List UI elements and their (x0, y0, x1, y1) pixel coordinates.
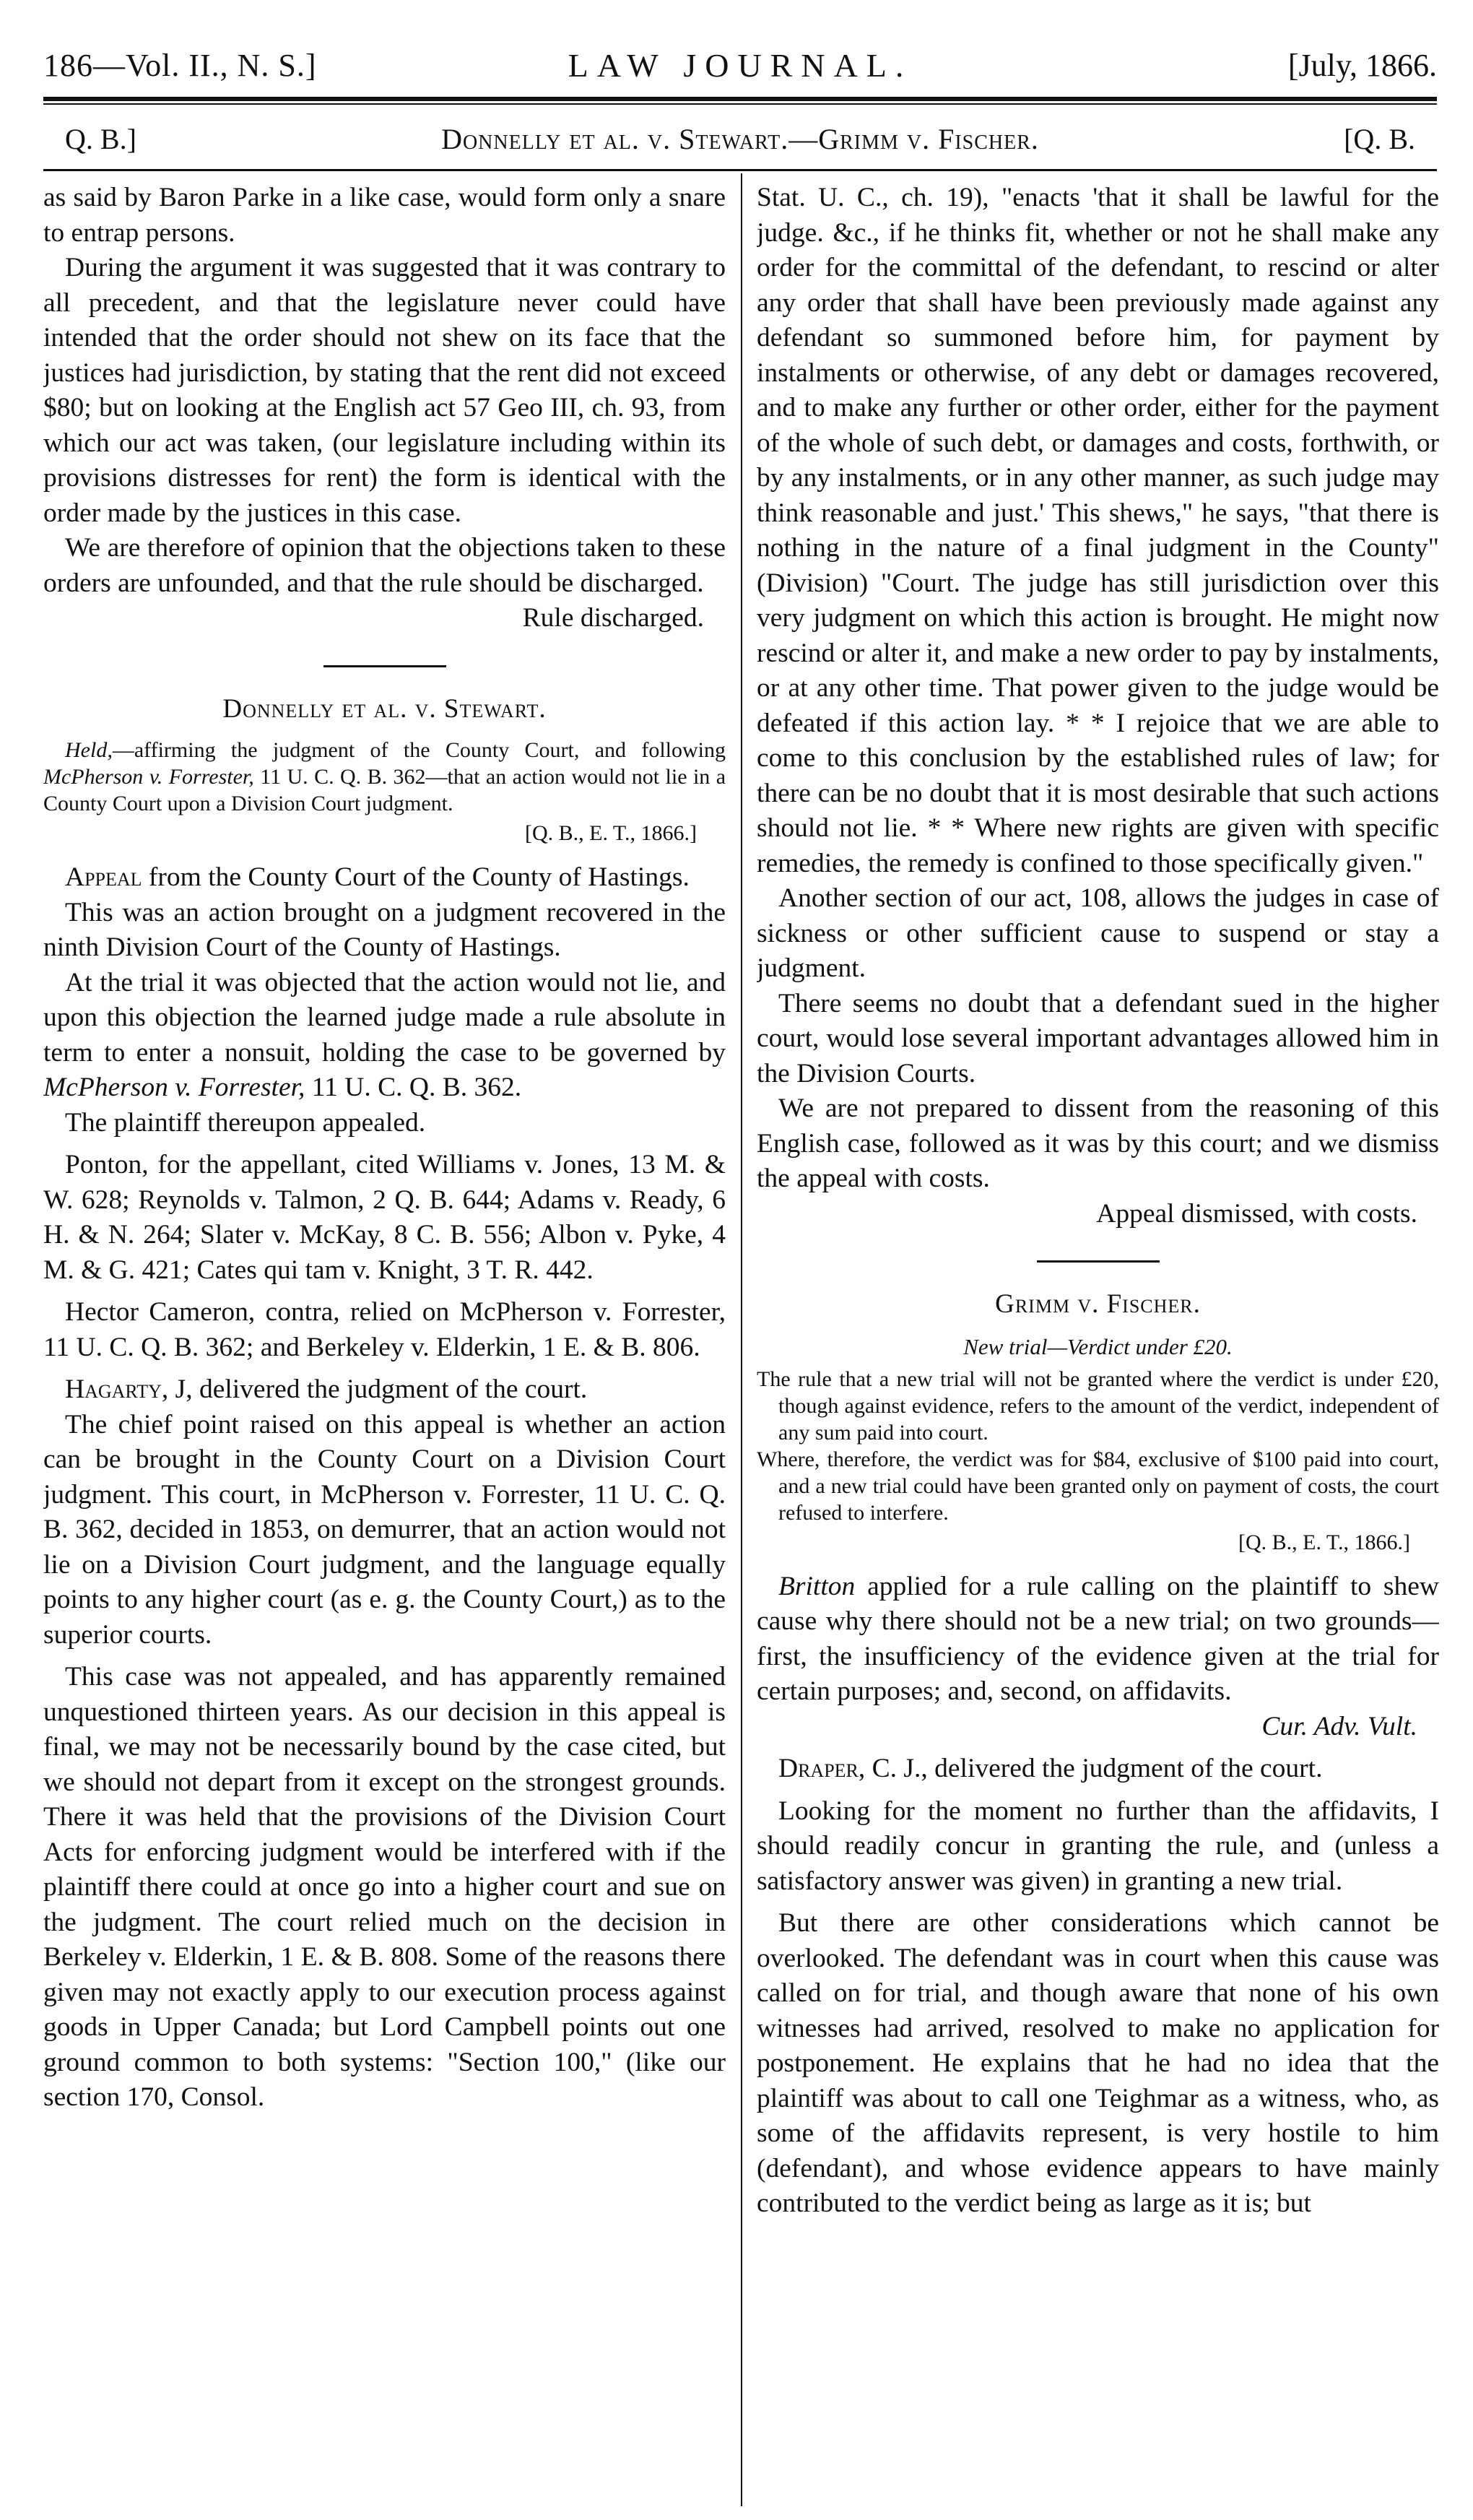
header-rule-thick (43, 97, 1437, 101)
paragraph-counsel-citations: Ponton, for the appellant, cited Williams v. Jones, 13 M. & W. 628; Reynolds v. Talmon, 2 Q. B. 644; Adams v. Ready, 6 H. & N. 264; Slater v. McKay, 8 C. B. 556; Albon v. Pyke, 4 M. & G. 421; Cates qui tam v. Knight, 3 T. R. 442. (43, 1150, 726, 1285)
case-separator (1037, 1260, 1160, 1263)
case-subtitle: New trial—Verdict under £20. (963, 1333, 1233, 1359)
paragraph: The plaintiff thereupon appealed. (65, 1107, 426, 1138)
headnote: Where, therefore, the verdict was for $84, exclusive of $100 paid into court, and a new trial could have been granted only on payment of costs, the court refused to interfere. (757, 1447, 1439, 1525)
paragraph: There seems no doubt that a defendant sued in the higher court, would lose several important advantages allowed him in the Division Courts. (757, 988, 1439, 1088)
paragraph: The chief point raised on this appeal is whether an action can be brought in the County Court on a Division Court judgment. This court, in McPherson v. Forrester, 11 U. C. Q. B. 362, decided in 1853, on demurrer, that an action would not lie on a Division Court judgment, and the language equally points to any higher court (as e. g. the County Court,) as to the superior courts. (43, 1409, 726, 1650)
case-separator (323, 665, 446, 667)
header-volume: 186—Vol. II., N. S.] (43, 48, 317, 83)
running-head-court-left: Q. B.] (65, 123, 136, 155)
paragraph: We are not prepared to dissent from the reasoning of this English case, followed as it was by this court; and we dismiss the appeal with costs. (757, 1094, 1439, 1193)
right-column (757, 181, 1439, 2506)
rule-discharged-line: Rule discharged. (522, 603, 704, 633)
page-header (43, 40, 1437, 91)
header-date: [July, 1866. (1287, 48, 1437, 83)
paragraph: Appeal from the County Court of the County of Hastings. (65, 862, 690, 892)
paragraph: Another section of our act, 108, allows the judges in case of sickness or other sufficient cause to suspend or stay a judgment. (757, 883, 1439, 983)
paragraph: Draper, C. J., delivered the judgment of the court. (778, 1754, 1323, 1783)
headnote: The rule that a new trial will not be granted where the verdict is under £20, though against evidence, refers to the amount of the verdict, independent of any sum paid into court. (757, 1367, 1439, 1445)
case-title-grimm: Grimm v. Fischer. (995, 1289, 1201, 1319)
paragraph-counsel-contra: Hector Cameron, contra, relied on McPherson v. Forrester, 11 U. C. Q. B. 362; and Berkeley v. Elderkin, 1 E. & B. 806. (43, 1297, 726, 1362)
running-head-rule (43, 169, 1437, 171)
paragraph: But there are other considerations which cannot be overlooked. The defendant was in court when this cause was called on for trial, and though aware that none of his own witnesses had arrived, resolved to make no application for postponement. He explains that he had no idea that the plaintiff was about to call one Teighmar as a witness, who, as some of the affidavits represent, is very hostile to him (defendant), and whose evidence appears to have mainly contributed to the verdict being as large as it is; but (757, 1908, 1439, 2218)
paragraph: Britton applied for a rule calling on the plaintiff to shew cause why there should not be a new trial; on two grounds—first, the insufficiency of the evidence given at the trial for certain purposes; and, second, on affidavits. (757, 1571, 1439, 1706)
paragraph: This was an action brought on a judgment recovered in the ninth Division Court of the County of Hastings. (43, 897, 726, 962)
paragraph: Looking for the moment no further than the affidavits, I should readily concur in granting the rule, and (unless a satisfactory answer was given) in granting a new trial. (757, 1796, 1439, 1896)
paragraph: At the trial it was objected that the action would not lie, and upon this objection the learned judge made a rule absolute in term to enter a nonsuit, holding the case to be governed by McPherson v. Forrester, 11 U. C. Q. B. 362. (43, 967, 726, 1102)
case-title-donnelly: Donnelly et al. v. Stewart. (222, 693, 547, 724)
paragraph: Stat. U. C., ch. 19), "enacts 'that it shall be lawful for the judge. &c., if he thinks fit, whether or not he shall make any order for the committal of the defendant, to rescind or alter any order that shall have been previously made against any defendant so summoned before him, for payment by instalments or otherwise, of any debt or damages recovered, and to make any further or other order, either for the payment of the whole of such debt, or damages and costs, forthwith, or by any instalments, or in any other manner, as such judge may think reasonable and just.' This shews," he says, "that there is nothing in the nature of a final judgment in the County" (Division) "Court. The judge has still jurisdiction over this very judgment on which this action is brought. He might now rescind or alter it, and make a new order to pay by instalments, or at any other time. That power given to the judge would be defeated if this action lay. * * I rejoice that we are able to come to this conclusion by the established rules of law; for there can be no doubt that it is most desirable that such actions should not lie. * * Where new rights are given with specific remedies, the remedy is confined to those specifically given." (757, 183, 1439, 878)
paragraph: During the argument it was suggested that it was contrary to all precedent, and that the legislature never could have intended that the order should not shew on its face that the justices had jurisdiction, by stating that the rent did not exceed $80; but on looking at the English act 57 Geo III, ch. 93, from which our act was taken, (our legislature including within its provisions distresses for rent) the form is identical with the order made by the justices in this case. (43, 253, 726, 528)
left-column (43, 181, 726, 2506)
running-head-court-right: [Q. B. (1344, 123, 1415, 155)
headnote-court-term: [Q. B., E. T., 1866.] (524, 821, 697, 845)
header-rule-thin (43, 103, 1437, 105)
header-journal-title: LAW JOURNAL. (568, 47, 913, 84)
paragraph: as said by Baron Parke in a like case, would form only a snare to entrap persons. (43, 183, 726, 248)
paragraph: We are therefore of opinion that the objections taken to these orders are unfounded, and that the rule should be discharged. (43, 533, 726, 598)
paragraph: This case was not appealed, and has apparently remained unquestioned thirteen years. As our decision in this appeal is final, we may not be necessarily bound by the case cited, but we should not depart from it except on the strongest grounds. There it was held that the provisions of the Division Court Acts for enforcing judgment would be interfered with if the plaintiff there could at once go into a higher court and sue on the judgment. The court relied much on the decision in Berkeley v. Elderkin, 1 E. & B. 808. Some of the reasons there given may not exactly apply to our execution process against goods in Upper Canada; but Lord Campbell points out one ground common to both systems: "Section 100," (like our section 170, Consol. (43, 1662, 726, 2112)
running-head-cases: Donnelly et al. v. Stewart.—Grimm v. Fischer. (441, 123, 1039, 155)
headnote: Held,—affirming the judgment of the County Court, and following McPherson v. Forrester, 11 U. C. Q. B. 362—that an action would not lie in a County Court upon a Division Court judgment. (43, 738, 726, 815)
headnote-court-term: [Q. B., E. T., 1866.] (1238, 1530, 1410, 1554)
cur-adv-vult-line: Cur. Adv. Vult. (1261, 1711, 1417, 1741)
appeal-dismissed-line: Appeal dismissed, with costs. (1096, 1198, 1417, 1229)
running-head (43, 116, 1437, 163)
column-divider (741, 173, 742, 2506)
paragraph: Hagarty, J, delivered the judgment of the court. (65, 1374, 588, 1404)
headnote-held: Held, (65, 738, 113, 762)
